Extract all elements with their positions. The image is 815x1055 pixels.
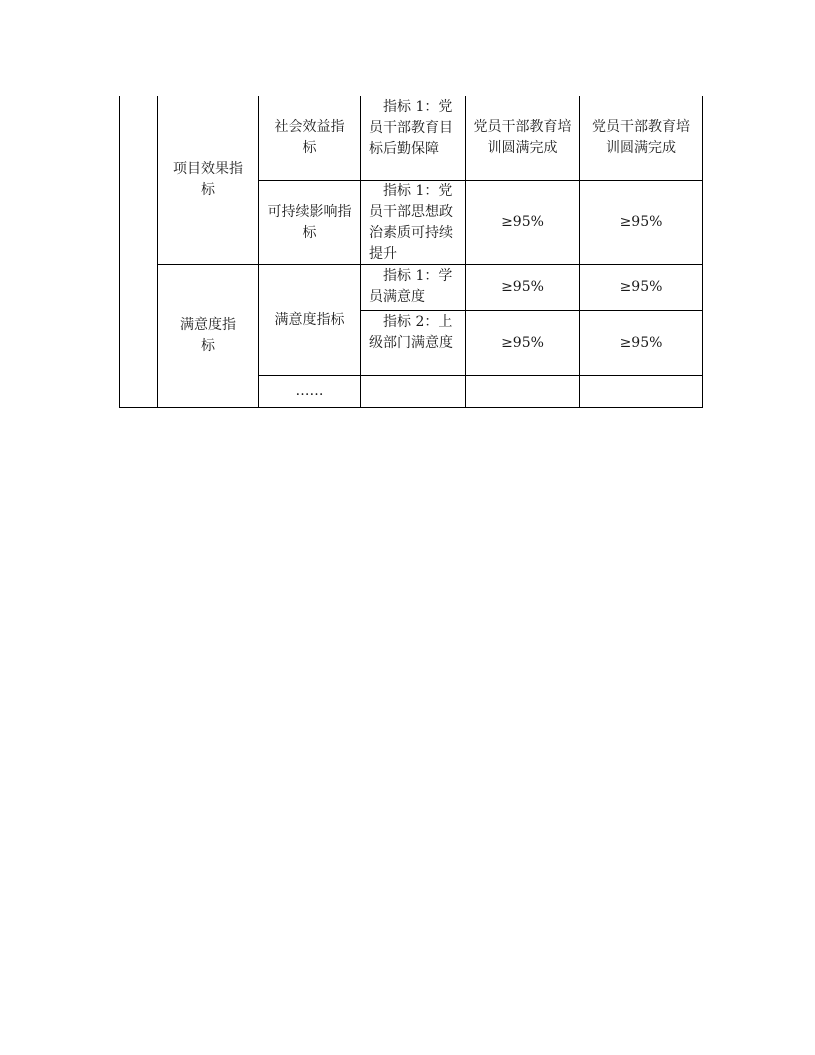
indicator-cell: 指标 1：党员干部思想政治素质可持续提升: [369, 183, 453, 262]
value-cell: [580, 376, 702, 407]
subgroup-label: ……: [295, 383, 324, 399]
value-cell: [466, 376, 579, 407]
group-label: [158, 96, 258, 264]
indicator-cell: [361, 376, 465, 407]
subgroup-label: 可持续影响指标: [267, 203, 352, 241]
value-cell: ≥95%: [501, 279, 544, 295]
subgroup-label: 满意度指标: [274, 311, 345, 328]
value-cell: 党员干部教育培训圆满完成: [592, 119, 690, 156]
indicator-cell: 指标 1：学员满意度: [369, 268, 453, 305]
group-label-text: 满意度指标: [180, 317, 236, 354]
indicator-cell: 指标 1：党员干部教育目标后勤保障: [369, 99, 453, 157]
value-cell: 党员干部教育培训圆满完成: [473, 119, 572, 156]
value-cell: ≥95%: [501, 334, 544, 351]
table-border-left: [119, 96, 120, 408]
indicator-cell: 指标 2：上级部门满意度: [369, 314, 453, 351]
group-label: [158, 265, 258, 407]
value-cell: ≥95%: [619, 214, 663, 230]
table-border-right: [702, 96, 703, 408]
subgroup-label: 社会效益指标: [274, 119, 345, 156]
value-cell: ≥95%: [619, 279, 663, 295]
group-label-text: 项目效果指标: [173, 161, 243, 198]
value-cell: ≥95%: [619, 334, 663, 351]
table-border-bottom: [119, 407, 703, 408]
value-cell: ≥95%: [501, 214, 544, 230]
